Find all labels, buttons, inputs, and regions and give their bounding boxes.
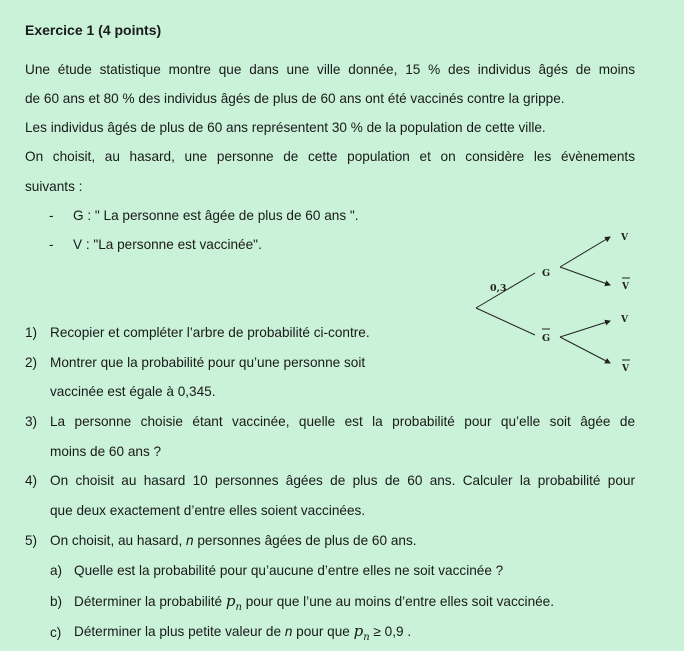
q5c-n: n <box>284 624 293 639</box>
q5b-text-b: pour que l’une au moins d’entre elles soit vaccinée. <box>241 594 555 609</box>
q5-number: 5) <box>25 533 38 548</box>
node-v-bar-1: V <box>622 282 629 292</box>
q3-number: 3) <box>25 414 38 429</box>
q5b-text <box>74 592 554 613</box>
exercise-title: Exercice 1 (4 points) <box>25 22 162 38</box>
q4-number: 4) <box>25 473 38 488</box>
q5b-pn: $p_n$ <box>225 592 242 613</box>
event-bullet-v: - <box>49 237 54 252</box>
intro-line-2: de 60 ans et 80 % des individus âgés de plus de 60 ans ont été vaccinés contre la grippe. <box>25 91 565 106</box>
node-v-bar-2: V <box>622 364 629 374</box>
q5b-text-a: Déterminer la probabilité <box>74 594 226 609</box>
q5-text-a: On choisit, au hasard, <box>50 533 187 548</box>
q5c-number: c) <box>50 625 62 640</box>
q3-text-2: moins de 60 ans ? <box>50 444 162 459</box>
intro-line-4: On choisit, au hasard, une personne de cette population et on considère les évènements <box>25 149 635 164</box>
branch-g-v <box>560 237 610 267</box>
event-g: G : " La personne est âgée de plus de 60 ans ". <box>73 208 359 223</box>
branch-gbar-v <box>560 321 610 337</box>
node-g-bar: G <box>542 333 551 344</box>
q5-text-b: personnes âgées de plus de 60 ans. <box>193 533 417 548</box>
branch-g-vbar <box>560 267 610 285</box>
q5-n: n <box>186 533 194 548</box>
q5b-number: b) <box>50 594 63 609</box>
event-v: V : "La personne est vaccinée". <box>73 237 262 252</box>
q5c-ineq: ≥ 0,9 . <box>369 624 412 639</box>
q5c-text-b: pour que <box>292 624 354 639</box>
node-v-2: V <box>621 315 628 325</box>
root-probability: 0,3 <box>490 283 507 294</box>
q2-text-1: Montrer que la probabilité pour qu’une personne soit <box>50 355 366 370</box>
q4-text-2: que deux exactement d’entre elles soient vaccinées. <box>50 503 366 518</box>
q2-number: 2) <box>25 355 38 370</box>
q4-text-1: On choisit au hasard 10 personnes âgées de plus de 60 ans. Calculer la probabilité pour <box>50 473 635 488</box>
branch-gbar-vbar <box>560 337 610 363</box>
q5a-text: Quelle est la probabilité pour qu’aucune d’entre elles ne soit vaccinée ? <box>74 563 504 578</box>
intro-line-3: Les individus âgés de plus de 60 ans représentent 30 % de la population de cette ville. <box>25 120 546 135</box>
q2-text-2: vaccinée est égale à 0,345. <box>50 384 216 399</box>
node-v-1: V <box>621 233 628 243</box>
q5a-number: a) <box>50 563 63 578</box>
node-g: G <box>542 268 551 279</box>
q1-number: 1) <box>25 325 38 340</box>
branch-root-gbar <box>476 308 535 335</box>
probability-tree <box>470 225 670 385</box>
q3-text-1: La personne choisie étant vaccinée, quelle est la probabilité pour qu’elle soit âgée de <box>50 414 635 429</box>
q5c-pn: $p_n$ <box>353 622 370 643</box>
q1-text: Recopier et compléter l’arbre de probabilité ci-contre. <box>50 325 370 340</box>
intro-line-1: Une étude statistique montre que dans une ville donnée, 15 % des individus âgés de moins <box>25 62 635 77</box>
q5-text <box>50 533 417 548</box>
event-bullet-g: - <box>49 208 54 223</box>
intro-line-5: suivants : <box>25 179 83 194</box>
q5c-text-a: Déterminer la plus petite valeur de <box>74 624 285 639</box>
q5c-text <box>74 622 411 643</box>
